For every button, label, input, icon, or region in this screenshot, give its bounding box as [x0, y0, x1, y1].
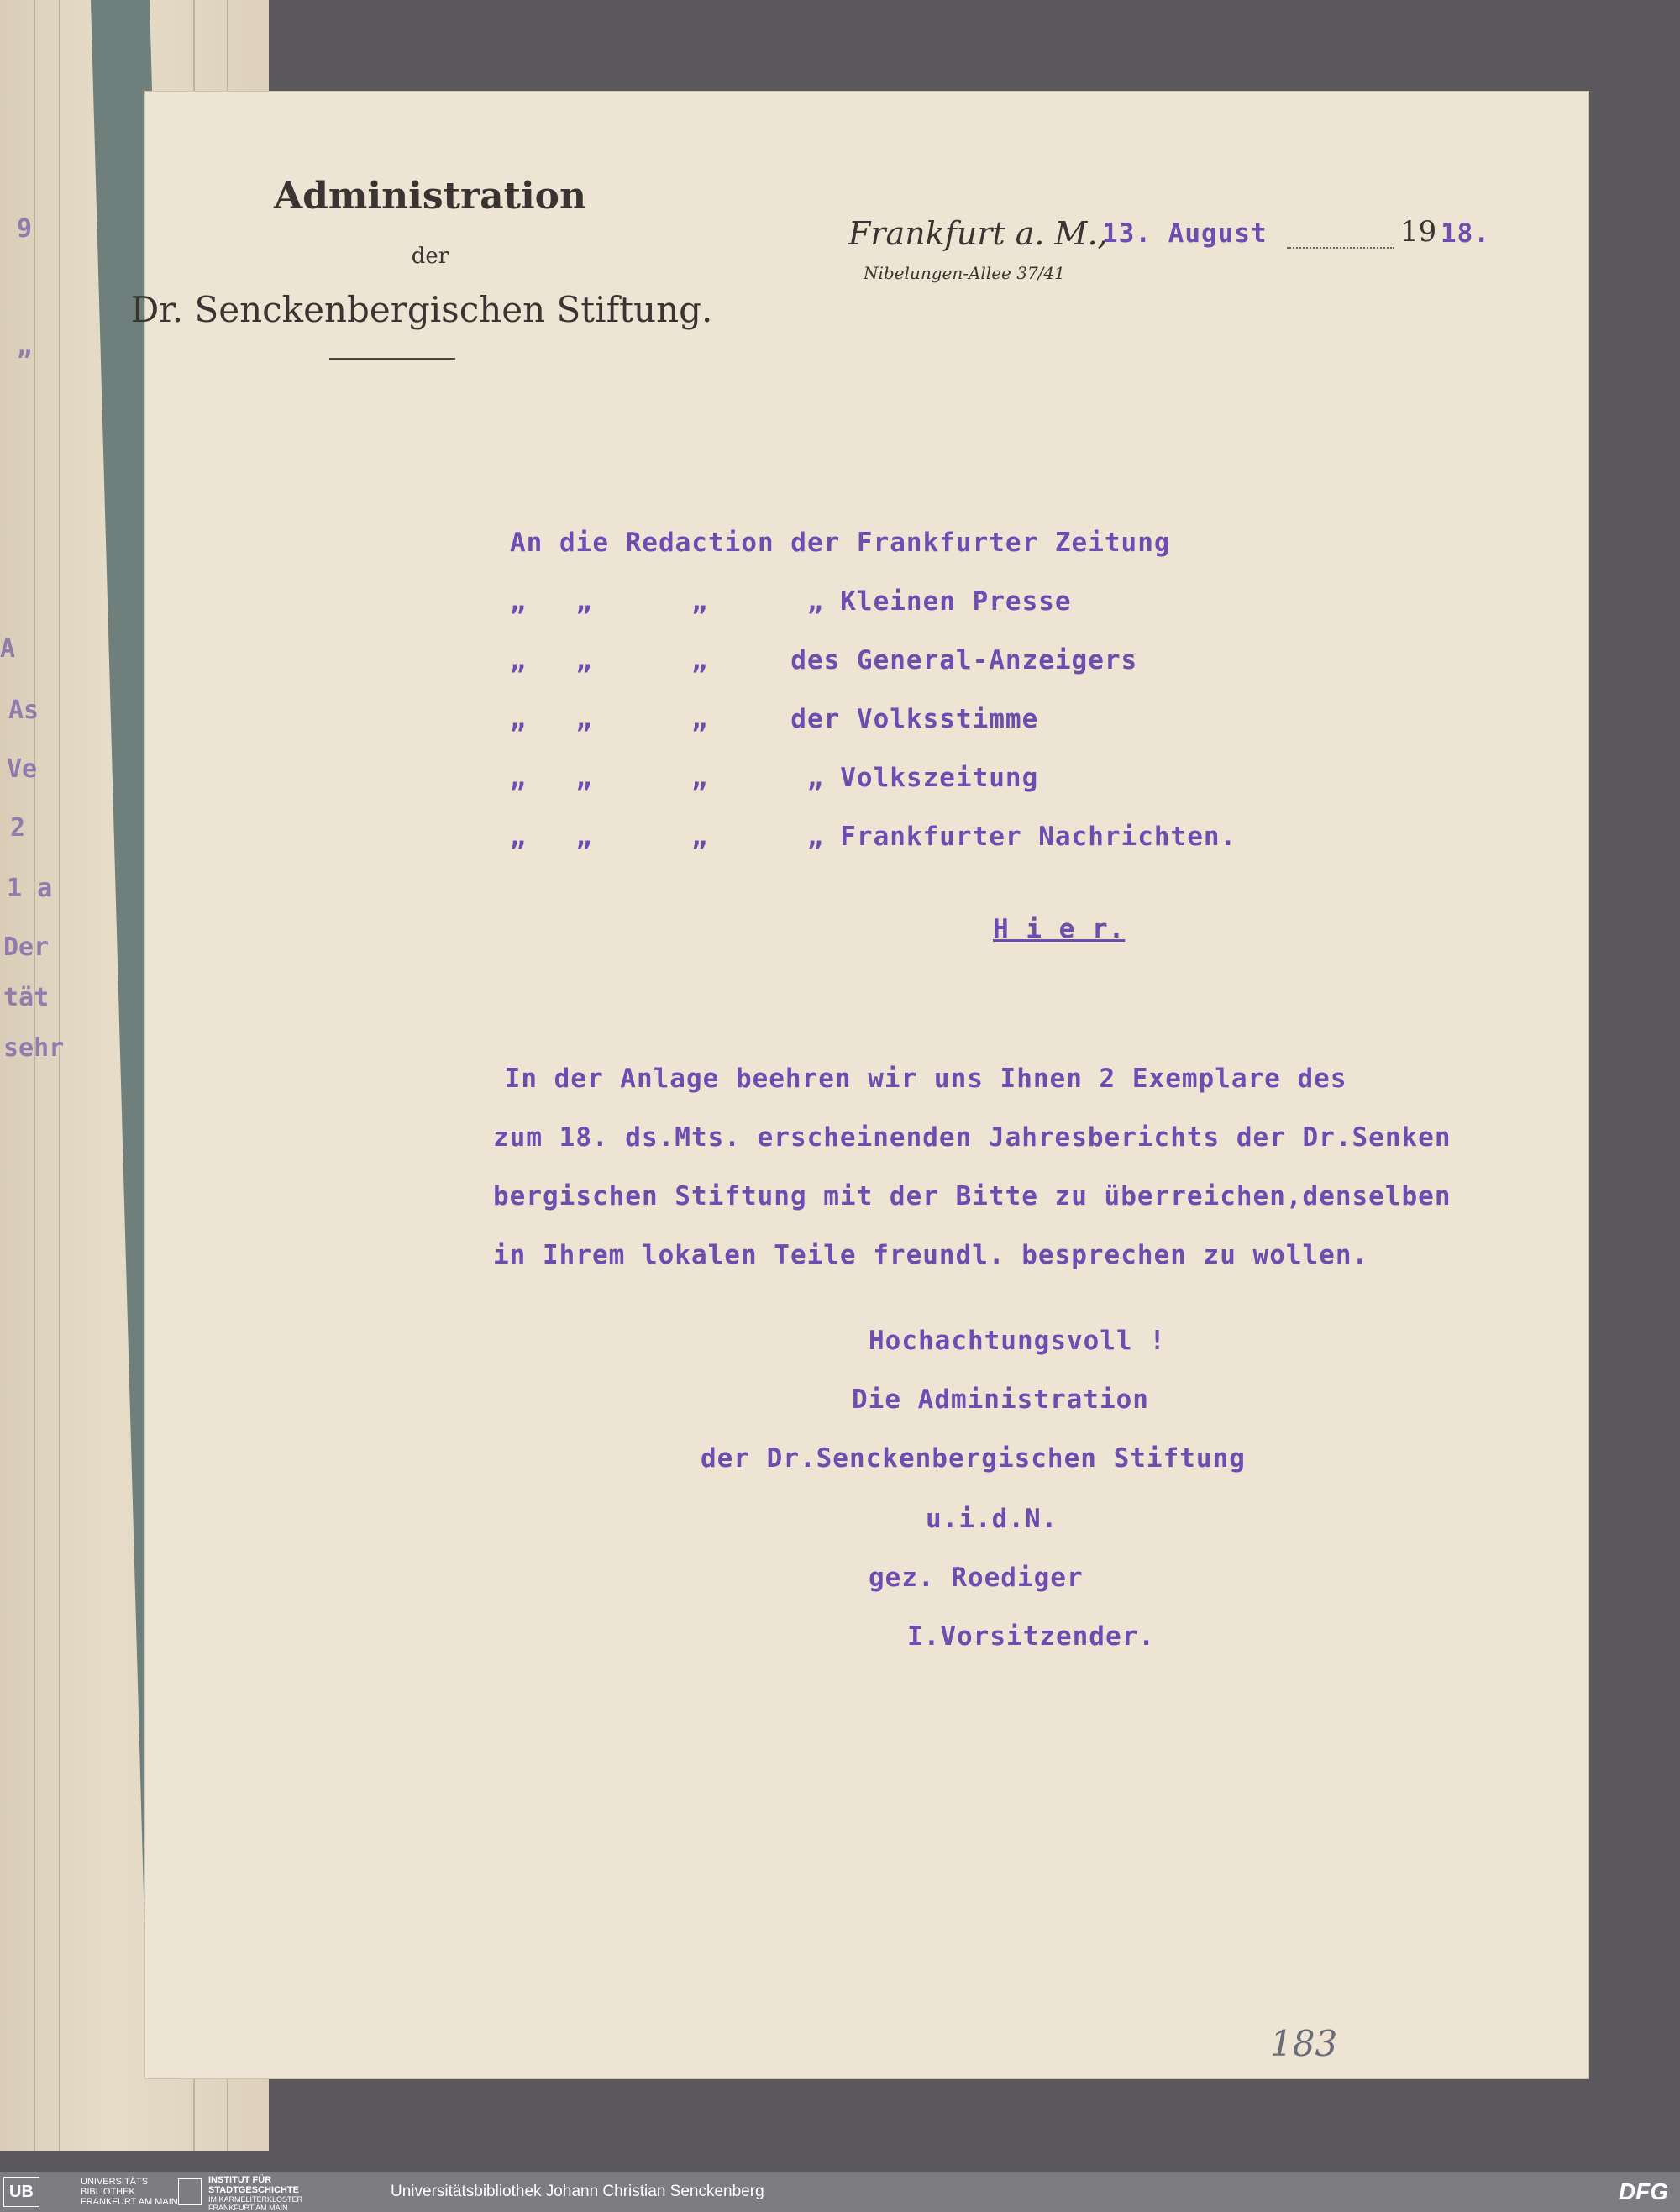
- side-fragment: sehr: [3, 1033, 65, 1063]
- isg-name-line: IM KARMELITERKLOSTER: [208, 2195, 303, 2204]
- letterhead-der: der: [411, 244, 449, 269]
- dateline-city: Frankfurt a. M.,: [848, 215, 1108, 252]
- closing-uidn: u.i.d.N.: [926, 1504, 1058, 1534]
- place-hier: H i e r.: [993, 914, 1126, 944]
- closing-foundation: der Dr.Senckenbergischen Stiftung: [701, 1443, 1246, 1474]
- letterhead-foundation: Dr. Senckenbergischen Stiftung.: [130, 289, 713, 330]
- side-fragment: 1 a: [7, 874, 53, 903]
- isg-name: [208, 2175, 302, 2212]
- side-fragment: tät: [3, 983, 50, 1012]
- body-line: bergischen Stiftung mit der Bitte zu überreichen,denselben: [493, 1181, 1452, 1211]
- closing-title: I.Vorsitzender.: [907, 1621, 1155, 1652]
- recipient-line: „ „ „ des General-Anzeigers: [510, 645, 1138, 675]
- side-fragment: Der: [3, 933, 50, 962]
- letterhead-title: Administration: [273, 175, 587, 218]
- dateline-date: 13. August: [1102, 218, 1268, 249]
- side-fragment: Ve: [7, 754, 38, 784]
- recipient-line: „ „ „ „ Volkszeitung: [510, 763, 1039, 793]
- side-fragment: As: [8, 696, 39, 725]
- letterhead-divider: [329, 358, 455, 360]
- recipient-line: „ „ „ der Volksstimme: [510, 704, 1039, 734]
- side-fragment: 9: [17, 214, 33, 244]
- recipient-line: „ „ „ „ Kleinen Presse: [510, 586, 1072, 617]
- dateline-address: Nibelungen-Allee 37/41: [864, 263, 1065, 283]
- ub-name-line: UNIVERSITÄTS: [81, 2177, 149, 2187]
- recipient-line: „ „ „ „ Frankfurter Nachrichten.: [510, 822, 1237, 852]
- body-line: In der Anlage beehren wir uns Ihnen 2 Exemplare des: [438, 1064, 1347, 1094]
- letter-page: [130, 91, 1589, 2079]
- dfg-logo: DFG: [1618, 2178, 1668, 2204]
- ub-name-line: BIBLIOTHEK: [81, 2187, 135, 2197]
- isg-name-line: STADTGESCHICHTE: [208, 2185, 299, 2195]
- dateline-year-suffix: 18.: [1441, 218, 1490, 249]
- ub-logo: [3, 2177, 39, 2207]
- closing-administration: Die Administration: [852, 1384, 1149, 1415]
- side-fragment: „: [17, 332, 33, 361]
- isg-name-line: INSTITUT FÜR: [208, 2175, 272, 2185]
- isg-logo-icon: [178, 2178, 202, 2205]
- ub-name: [81, 2177, 178, 2207]
- handwritten-page-number: 183: [1270, 2023, 1338, 2064]
- footer-bar: [0, 2172, 1680, 2212]
- side-fragment: A: [0, 634, 16, 664]
- library-name: Universitätsbibliothek Johann Christian Senckenberg: [391, 2183, 764, 2200]
- dateline-dotted-line: [1287, 247, 1394, 249]
- ub-logo-text: UB: [9, 2182, 34, 2201]
- recipient-line: An die Redaction der Frankfurter Zeitung: [510, 528, 1171, 558]
- closing-signature: gez. Roediger: [869, 1563, 1084, 1593]
- body-line: in Ihrem lokalen Teile freundl. besprechen zu wollen.: [493, 1240, 1369, 1270]
- side-fragment: 2: [10, 813, 26, 843]
- dateline-year-prefix: 19: [1400, 215, 1437, 249]
- closing-greeting: Hochachtungsvoll !: [869, 1326, 1166, 1356]
- paper-edge: [59, 0, 60, 2151]
- paper-edge: [34, 0, 35, 2151]
- body-line: zum 18. ds.Mts. erscheinenden Jahresberichts der Dr.Senken: [493, 1122, 1452, 1153]
- isg-name-line: FRANKFURT AM MAIN: [208, 2204, 288, 2212]
- ub-name-line: FRANKFURT AM MAIN: [81, 2197, 178, 2207]
